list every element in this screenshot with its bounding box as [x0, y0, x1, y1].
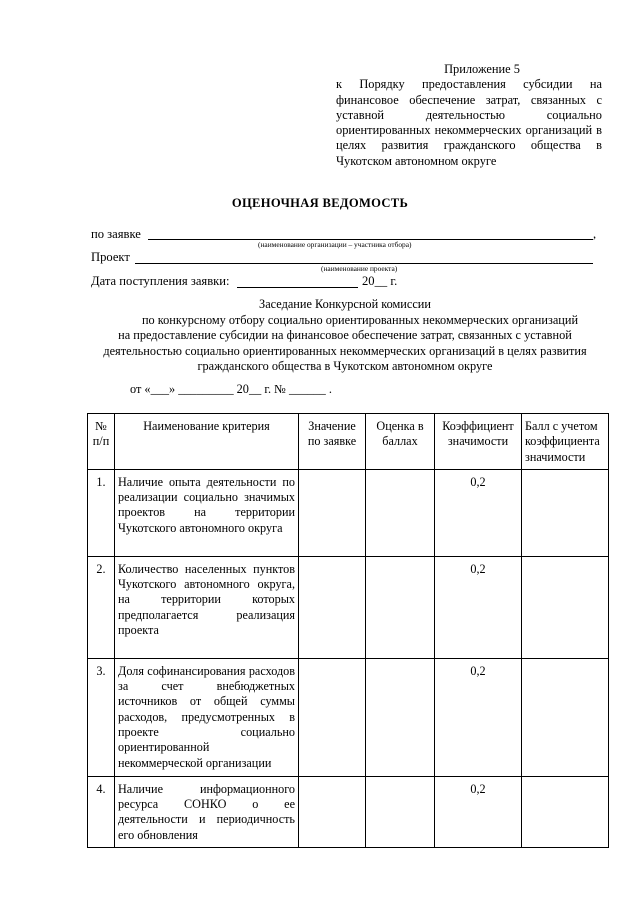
- appendix-title: Приложение 5: [444, 62, 520, 76]
- row-coefficient: 0,2: [435, 469, 522, 556]
- header-weighted: Балл с учетом коэффициента значимости: [522, 414, 609, 470]
- meeting-date-line: от «___» _________ 20__ г. № ______ .: [130, 382, 332, 396]
- meeting-line-1: Заседание Конкурсной комиссии: [259, 297, 431, 311]
- meeting-line-3: на предоставление субсидии на финансовое обеспечение затрат, связанных с уставной: [118, 328, 572, 343]
- header-value: Значение по заявке: [299, 414, 366, 470]
- date-year: 20__ г.: [362, 274, 398, 288]
- application-caption: (наименование организации – участника отбора): [258, 240, 412, 249]
- document-title: ОЦЕНОЧНАЯ ВЕДОМОСТЬ: [231, 196, 409, 210]
- row-coefficient: 0,2: [435, 556, 522, 658]
- row-num: 2.: [88, 556, 115, 658]
- row-weighted: [522, 776, 609, 847]
- row-criterion: Доля софинансирования расходов за счет внебюджетных источников от общей суммы расходов, предусмотренных в проекте социально ориентированной некоммерческой организации: [115, 658, 299, 776]
- row-num: 1.: [88, 469, 115, 556]
- header-coefficient: Коэффициент значимости: [435, 414, 522, 470]
- header-criterion: Наименование критерия: [115, 414, 299, 470]
- meeting-line-5: гражданского общества в Чукотском автономном округе: [197, 359, 493, 374]
- header-score: Оценка в баллах: [366, 414, 435, 470]
- row-criterion: Наличие опыта деятельности по реализации социально значимых проектов на территории Чукотского автономного округа: [115, 469, 299, 556]
- application-label: по заявке: [91, 227, 141, 241]
- application-suffix: ,: [593, 227, 597, 241]
- row-value: [299, 776, 366, 847]
- row-value: [299, 658, 366, 776]
- row-coefficient: 0,2: [435, 776, 522, 847]
- table-row: [88, 658, 609, 776]
- project-label: Проект: [91, 250, 130, 264]
- appendix-block: [336, 62, 602, 169]
- appendix-text: к Порядку предоставления субсидии на финансовое обеспечение затрат, связанных с уставной деятельностью социально ориентированных некоммерческих организаций в целях развития гражданского общества в Чукотском автономном округе: [336, 77, 602, 168]
- date-label: Дата поступления заявки:: [91, 274, 230, 288]
- row-value: [299, 469, 366, 556]
- row-weighted: [522, 469, 609, 556]
- row-coefficient: 0,2: [435, 658, 522, 776]
- table-row: [88, 556, 609, 658]
- meeting-block: [80, 297, 610, 375]
- row-num: 3.: [88, 658, 115, 776]
- row-criterion: Наличие информационного ресурса СОНКО о ее деятельности и периодичность его обновления: [115, 776, 299, 847]
- row-score: [366, 469, 435, 556]
- table-row: [88, 776, 609, 847]
- row-score: [366, 776, 435, 847]
- row-criterion: Количество населенных пунктов Чукотского автономного округа, на территории которых предполагается реализация проекта: [115, 556, 299, 658]
- meeting-line-2: по конкурсному отбору социально ориентированных некоммерческих организаций: [141, 312, 579, 327]
- row-weighted: [522, 658, 609, 776]
- row-score: [366, 658, 435, 776]
- evaluation-table: [87, 413, 609, 848]
- table-row: [88, 469, 609, 556]
- header-num: № п/п: [88, 414, 115, 470]
- date-underline: [237, 287, 358, 288]
- project-caption: (наименование проекта): [321, 264, 398, 273]
- row-score: [366, 556, 435, 658]
- row-value: [299, 556, 366, 658]
- application-field: [91, 227, 141, 242]
- meeting-line-4: деятельностью социально ориентированных некоммерческих организаций в целях развития: [103, 343, 587, 358]
- row-num: 4.: [88, 776, 115, 847]
- row-weighted: [522, 556, 609, 658]
- table-header-row: [88, 414, 609, 470]
